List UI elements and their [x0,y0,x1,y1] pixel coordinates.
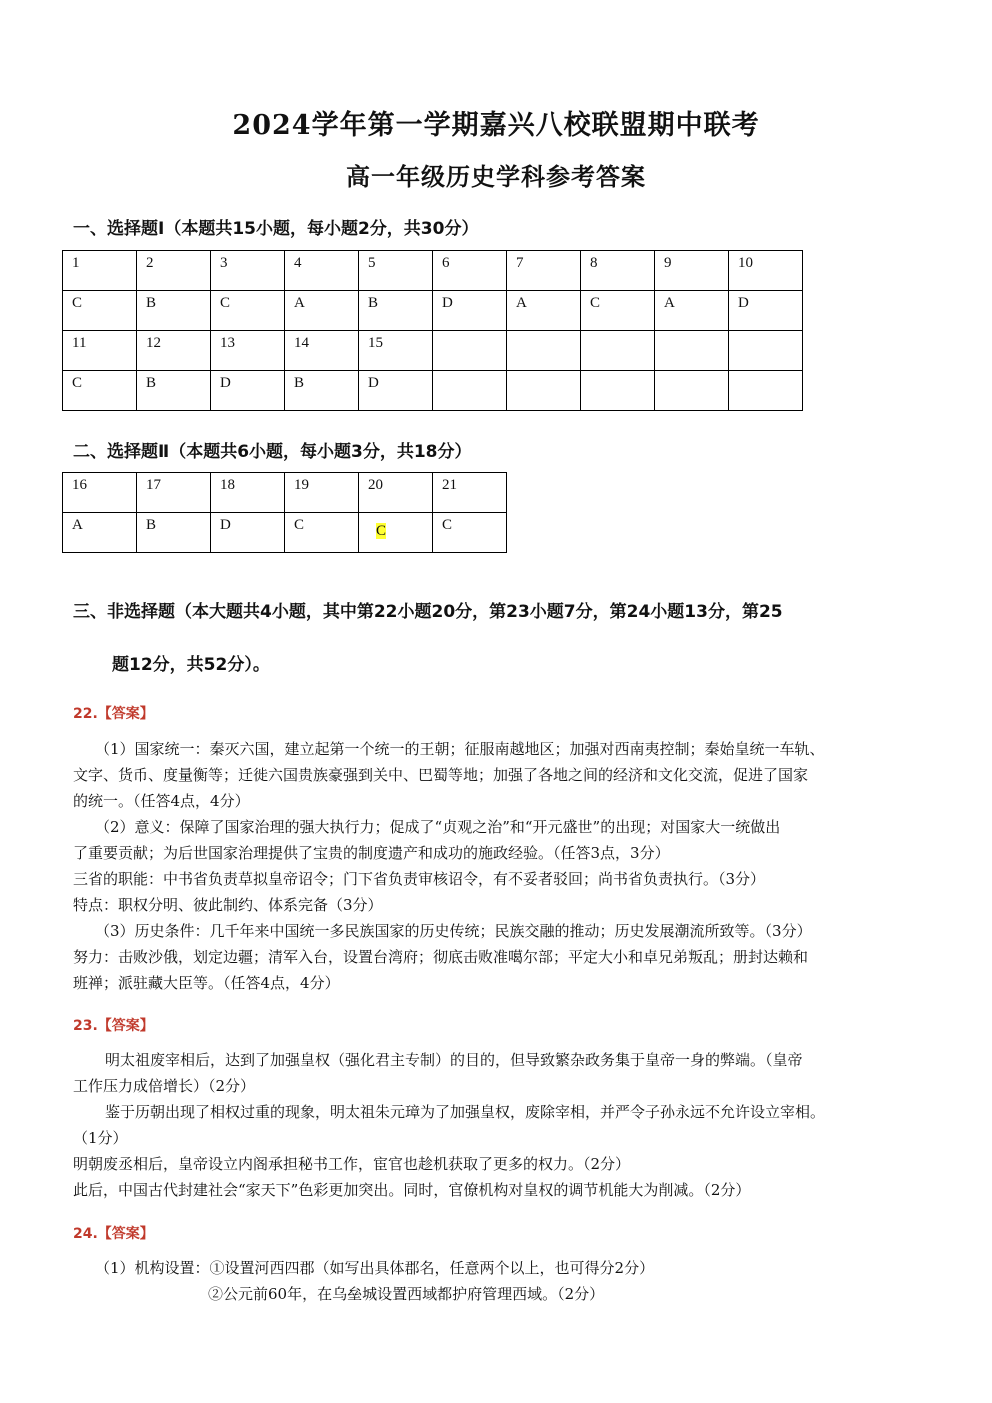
cell-text: C [442,517,453,533]
question-number-cell [581,331,655,371]
cell-text: 3 [220,255,228,271]
cell-text: D [738,295,749,311]
cell-text: B [368,295,379,311]
q22-line: 特点：职权分明、彼此制约、体系完备（3分） [73,896,383,914]
cell-text: 13 [220,335,235,351]
q22-line: 班禅；派驻藏大臣等。（任答4点，4分） [73,974,340,992]
question-number-cell [655,251,729,291]
question-number-cell [433,251,507,291]
cell-text: 11 [72,335,87,351]
question-number-cell [137,251,211,291]
cell-text: C [376,523,387,539]
cell-text: 17 [146,477,161,493]
question-number-cell [433,331,507,371]
cell-text: 14 [294,335,309,351]
question-number-cell [581,251,655,291]
cell-text: 6 [442,255,450,271]
question-number-cell [137,331,211,371]
q22-line: 文字、货币、度量衡等；迁徙六国贵族豪强到关中、巴蜀等地；加强了各地之间的经济和文化交流，促进了国家 [73,766,809,784]
q22-line: 的统一。（任答4点，4分） [73,792,250,810]
answer-cell [211,513,285,553]
answer-table-row [63,291,803,331]
cell-text: 9 [664,255,672,271]
q22-heading: 22.【答案】 [73,706,154,722]
answer-cell [729,291,803,331]
question-number-cell [729,251,803,291]
cell-text: 5 [368,255,376,271]
cell-text: 12 [146,335,161,351]
answer-cell [63,371,137,411]
q23-line: 明朝废丞相后，皇帝设立内阁承担秘书工作，宦官也趁机获取了更多的权力。（2分） [73,1155,631,1173]
cell-text: D [368,375,379,391]
answer-table-2 [62,472,507,553]
answer-cell [63,513,137,553]
answer-cell [507,371,581,411]
cell-text: C [72,375,83,391]
question-number-cell [655,331,729,371]
q22-line: （1）国家统一：秦灭六国，建立起第一个统一的王朝；征服南越地区；加强对西南夷控制；秦始皇统一车轨、 [95,740,825,758]
cell-text: C [294,517,305,533]
cell-text: D [442,295,453,311]
question-number-cell [63,331,137,371]
cell-text: 2 [146,255,154,271]
answer-cell [433,513,507,553]
cell-text: 19 [294,477,309,493]
answer-table-row [63,473,507,513]
answer-table-row [63,251,803,291]
question-number-cell [507,331,581,371]
cell-text: 18 [220,477,235,493]
question-number-cell [211,473,285,513]
question-number-cell [63,473,137,513]
page-title: 2024学年第一学期嘉兴八校联盟期中联考 [232,110,760,141]
answer-table-row [63,371,803,411]
answer-cell [507,291,581,331]
page-subtitle: 高一年级历史学科参考答案 [346,162,646,191]
q23-line: 明太祖废宰相后，达到了加强皇权（强化君主专制）的目的，但导致繁杂政务集于皇帝一身的弊端。（皇帝 [105,1051,803,1069]
cell-text: B [146,295,157,311]
q23-line: 此后，中国古代封建社会“家天下”色彩更加突出。同时，官僚机构对皇权的调节机能大为削减。（2分） [73,1181,751,1199]
answer-cell [211,291,285,331]
cell-text: A [294,295,305,311]
section3-heading-line2: 题12分，共52分）。 [112,655,270,675]
q22-answer [73,736,923,996]
answer-cell [285,513,359,553]
question-number-cell [285,473,359,513]
question-number-cell [63,251,137,291]
q22-line: 三省的职能：中书省负责草拟皇帝诏令；门下省负责审核诏令，有不妥者驳回；尚书省负责执行。（3分） [73,870,766,888]
answer-table-row [63,513,507,553]
question-number-cell [285,251,359,291]
q22-line: （3）历史条件：几千年来中国统一多民族国家的历史传统；民族交融的推动；历史发展潮流所致等。（3分） [95,922,812,940]
answer-cell [285,371,359,411]
answer-cell [285,291,359,331]
answer-cell [211,371,285,411]
question-number-cell [433,473,507,513]
cell-text: A [72,517,83,533]
answer-cell [137,371,211,411]
question-number-cell [359,473,433,513]
answer-cell [581,291,655,331]
question-number-cell [137,473,211,513]
question-number-cell [211,331,285,371]
cell-text: C [72,295,83,311]
answer-table-1 [62,250,803,411]
cell-text: B [146,375,157,391]
cell-text: 15 [368,335,383,351]
answer-cell [137,291,211,331]
answer-cell [433,371,507,411]
q24-heading: 24.【答案】 [73,1226,154,1242]
answer-cell [581,371,655,411]
cell-text: 10 [738,255,753,271]
q23-line: （1分） [73,1129,128,1147]
cell-text: 4 [294,255,302,271]
q23-answer [73,1047,923,1203]
answer-cell [729,371,803,411]
answer-cell [137,513,211,553]
answer-cell [359,513,433,553]
question-number-cell [507,251,581,291]
cell-text: C [220,295,231,311]
cell-text: 8 [590,255,598,271]
answer-cell [655,291,729,331]
q24-line: （1）机构设置：①设置河西四郡（如写出具体郡名，任意两个以上，也可得分2分） [95,1259,655,1277]
section2-heading: 二、选择题Ⅱ（本题共6小题，每小题3分，共18分） [73,442,472,462]
answer-cell [359,371,433,411]
answer-cell [433,291,507,331]
cell-text: 7 [516,255,524,271]
cell-text: B [294,375,305,391]
q23-heading: 23.【答案】 [73,1018,154,1034]
answer-table-row [63,331,803,371]
cell-text: A [664,295,675,311]
cell-text: C [590,295,601,311]
cell-text: A [516,295,527,311]
answer-cell [63,291,137,331]
q24-line: ②公元前60年，在乌垒城设置西域都护府管理西域。（2分） [208,1285,605,1303]
section3-heading-line1: 三、非选择题（本大题共4小题，其中第22小题20分，第23小题7分，第24小题13分，第25 [73,602,783,622]
q23-line: 鉴于历朝出现了相权过重的现象，明太祖朱元璋为了加强皇权，废除宰相，并严令子孙永远不允许设立宰相。 [105,1103,826,1121]
cell-text: 1 [72,255,80,271]
question-number-cell [211,251,285,291]
cell-text: D [220,517,231,533]
section1-heading: 一、选择题Ⅰ（本题共15小题，每小题2分，共30分） [73,219,479,239]
q22-line: （2）意义：保障了国家治理的强大执行力；促成了“贞观之治”和“开元盛世”的出现；对国家大一统做出 [95,818,781,836]
cell-text: D [220,375,231,391]
q24-answer [73,1255,923,1307]
cell-text: 16 [72,477,87,493]
question-number-cell [285,331,359,371]
question-number-cell [359,331,433,371]
answer-cell [655,371,729,411]
cell-text: 21 [442,477,457,493]
q22-line: 了重要贡献；为后世国家治理提供了宝贵的制度遗产和成功的施政经验。（任答3点，3分） [73,844,670,862]
q23-line: 工作压力成倍增长）（2分） [73,1077,256,1095]
answer-cell [359,291,433,331]
cell-text: B [146,517,157,533]
question-number-cell [359,251,433,291]
question-number-cell [729,331,803,371]
q22-line: 努力：击败沙俄，划定边疆；清军入台，设置台湾府；彻底击败准噶尔部；平定大小和卓兄弟叛乱；册封达赖和 [73,948,809,966]
cell-text: 20 [368,477,383,493]
